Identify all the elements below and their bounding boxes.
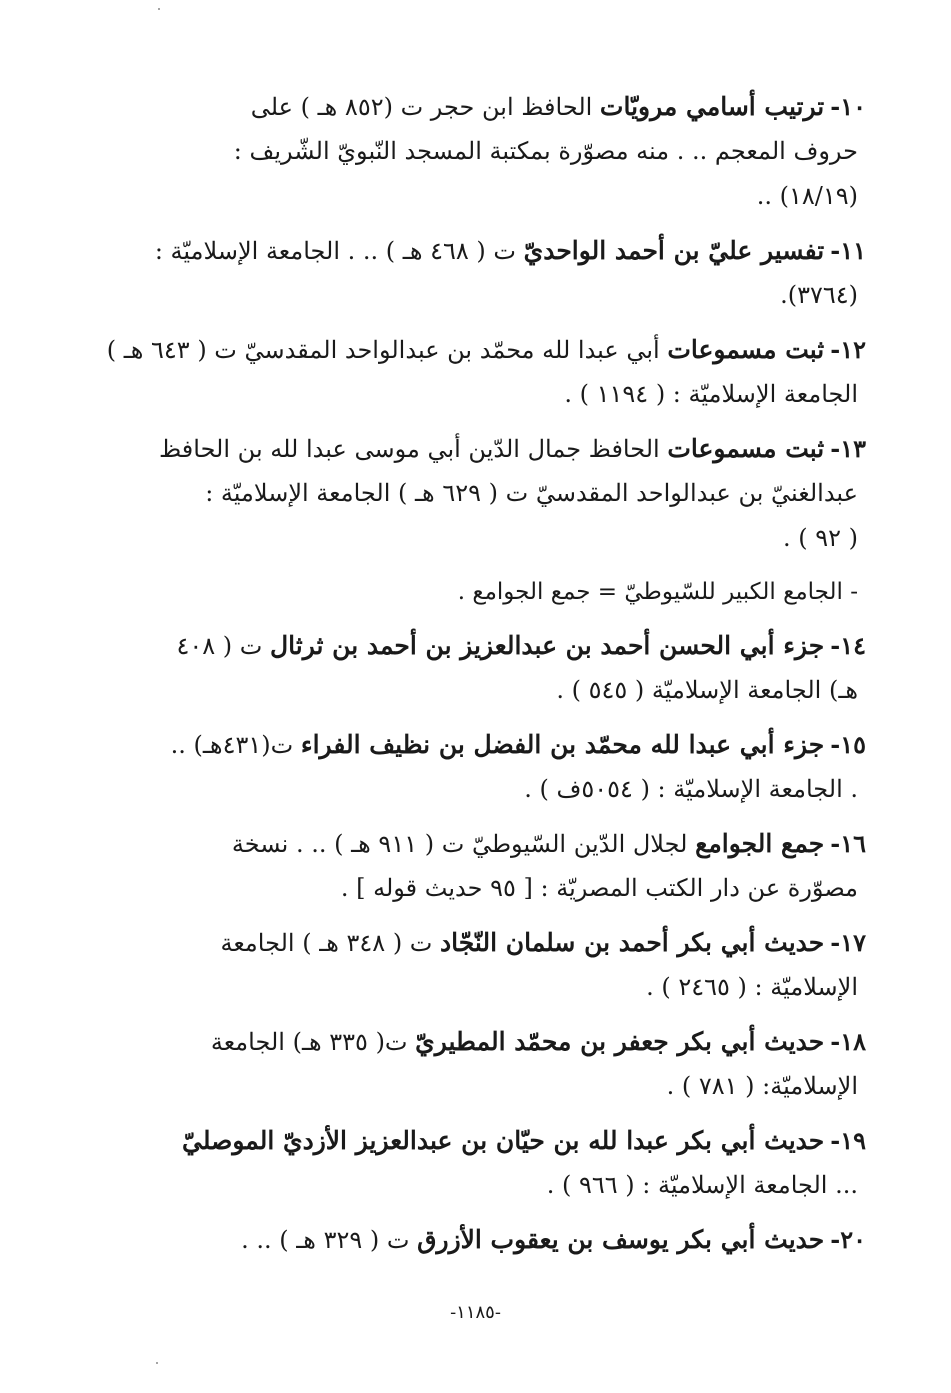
- entry-text: الجامعة الإسلاميّة : ( ١١٩٤ ) .: [564, 380, 858, 408]
- entry-number: ١٧-: [830, 928, 866, 957]
- entry-text: عبدالغنيّ بن عبدالواحد المقدسيّ ت ( ٦٢٩ هـ ) الجامعة الإسلاميّة :: [205, 479, 858, 507]
- entry-title: حديث أبي بكر يوسف بن يعقوب الأزرق: [417, 1225, 825, 1254]
- entry-text: ت ( ٣٤٨ هـ ) الجامعة: [220, 929, 441, 957]
- entry-text: ت( ٣٣٥ هـ) الجامعة: [210, 1028, 416, 1056]
- entry-number: ١٦-: [830, 829, 866, 858]
- entry-title: حديث أبي بكر جعفر بن محمّد المطيريّ: [415, 1027, 825, 1056]
- entry-title: ثبت مسموعات: [667, 434, 825, 463]
- list-item: [138, 84, 866, 219]
- entry-number: ١٩-: [830, 1126, 866, 1155]
- entry-text: ( ٩٢ ) .: [782, 524, 858, 552]
- list-item: [106, 327, 866, 417]
- list-item: [138, 1019, 866, 1109]
- entry-text: . الجامعة الإسلاميّة : ( ٥٠٥٤ف ) .: [524, 775, 858, 803]
- entry-text: ... الجامعة الإسلاميّة : ( ٩٦٦ ) .: [546, 1171, 858, 1199]
- entry-number: ١٣-: [830, 434, 866, 463]
- entry-text: الحافظ ابن حجر ت (٨٥٢ هـ ) على: [250, 93, 600, 121]
- entry-number: ١٨-: [830, 1027, 866, 1056]
- entry-text: أبي عبدا لله محمّد بن عبدالواحد المقدسيّ ت ( ٦٤٣ هـ ): [106, 336, 668, 364]
- entry-text: ت ( ٤٠٨: [176, 632, 270, 660]
- entry-text: لجلال الدّين السّيوطيّ ت ( ٩١١ هـ ) .. . نسخة: [231, 830, 696, 858]
- entry-number: ١٠-: [830, 92, 866, 121]
- list-item: [138, 1118, 866, 1208]
- list-item: [138, 228, 866, 318]
- list-item: [138, 920, 866, 1010]
- document-body: [106, 84, 866, 1271]
- list-item: [138, 821, 866, 911]
- entry-text: (٣٧٦٤).: [780, 281, 858, 309]
- entry-text: مصوّرة عن دار الكتب المصريّة : [ ٩٥ حديث قوله ] .: [340, 874, 858, 902]
- entry-number: ١١-: [830, 236, 866, 265]
- entry-number: ١٤-: [830, 631, 866, 660]
- entry-text: الحافظ جمال الدّين أبي موسى عبدا لله بن الحافظ: [159, 435, 668, 463]
- list-item: [138, 1217, 866, 1262]
- entry-title: جزء أبي الحسن أحمد بن عبدالعزيز بن أحمد بن ثرثال: [269, 631, 825, 660]
- entry-text: ت ( ٤٦٨ هـ ) .. . الجامعة الإسلاميّة :: [154, 237, 524, 265]
- entry-text: حروف المعجم .. . منه مصوّرة بمكتبة المسجد النّبويّ الشّريف :: [233, 137, 858, 165]
- entry-text: الإسلاميّة: ( ٧٨١ ) .: [666, 1072, 858, 1100]
- entry-text: ت(٤٣١هـ) ..: [170, 731, 301, 759]
- entry-text: الإسلاميّة : ( ٢٤٦٥ ) .: [646, 973, 858, 1001]
- entry-title: تفسير عليّ بن أحمد الواحديّ: [523, 236, 825, 265]
- entry-title: جمع الجوامع: [695, 829, 825, 858]
- entry-number: ٢٠-: [830, 1225, 866, 1254]
- entry-number: ١٢-: [830, 335, 866, 364]
- cross-reference: - الجامع الكبير للسّيوطيّ = جمع الجوامع .: [457, 579, 858, 605]
- list-item: [138, 623, 866, 713]
- entry-title: ترتيب أسامي مرويّات: [599, 92, 825, 121]
- page-number: -١١٨٥-: [450, 1302, 501, 1323]
- entry-title: جزء أبي عبدا لله محمّد بن الفضل بن نظيف الفراء: [300, 730, 825, 759]
- entry-text: ت ( ٣٢٩ هـ ) .. .: [241, 1226, 418, 1254]
- entry-text: (١٨/١٩) ..: [756, 182, 858, 210]
- entry-title: حديث أبي بكر أحمد بن سلمان النّجّاد: [440, 928, 825, 957]
- scan-speck: [156, 1362, 158, 1364]
- entry-title: ثبت مسموعات: [667, 335, 825, 364]
- scan-speck: [158, 8, 160, 10]
- entry-text: هـ) الجامعة الإسلاميّة ( ٥٤٥ ) .: [556, 676, 858, 704]
- entry-number: ١٥-: [830, 730, 866, 759]
- list-item: [138, 426, 866, 561]
- list-item: [138, 722, 866, 812]
- entry-title: حديث أبي بكر عبدا لله بن حيّان بن عبدالعزيز الأزديّ الموصليّ: [182, 1126, 825, 1155]
